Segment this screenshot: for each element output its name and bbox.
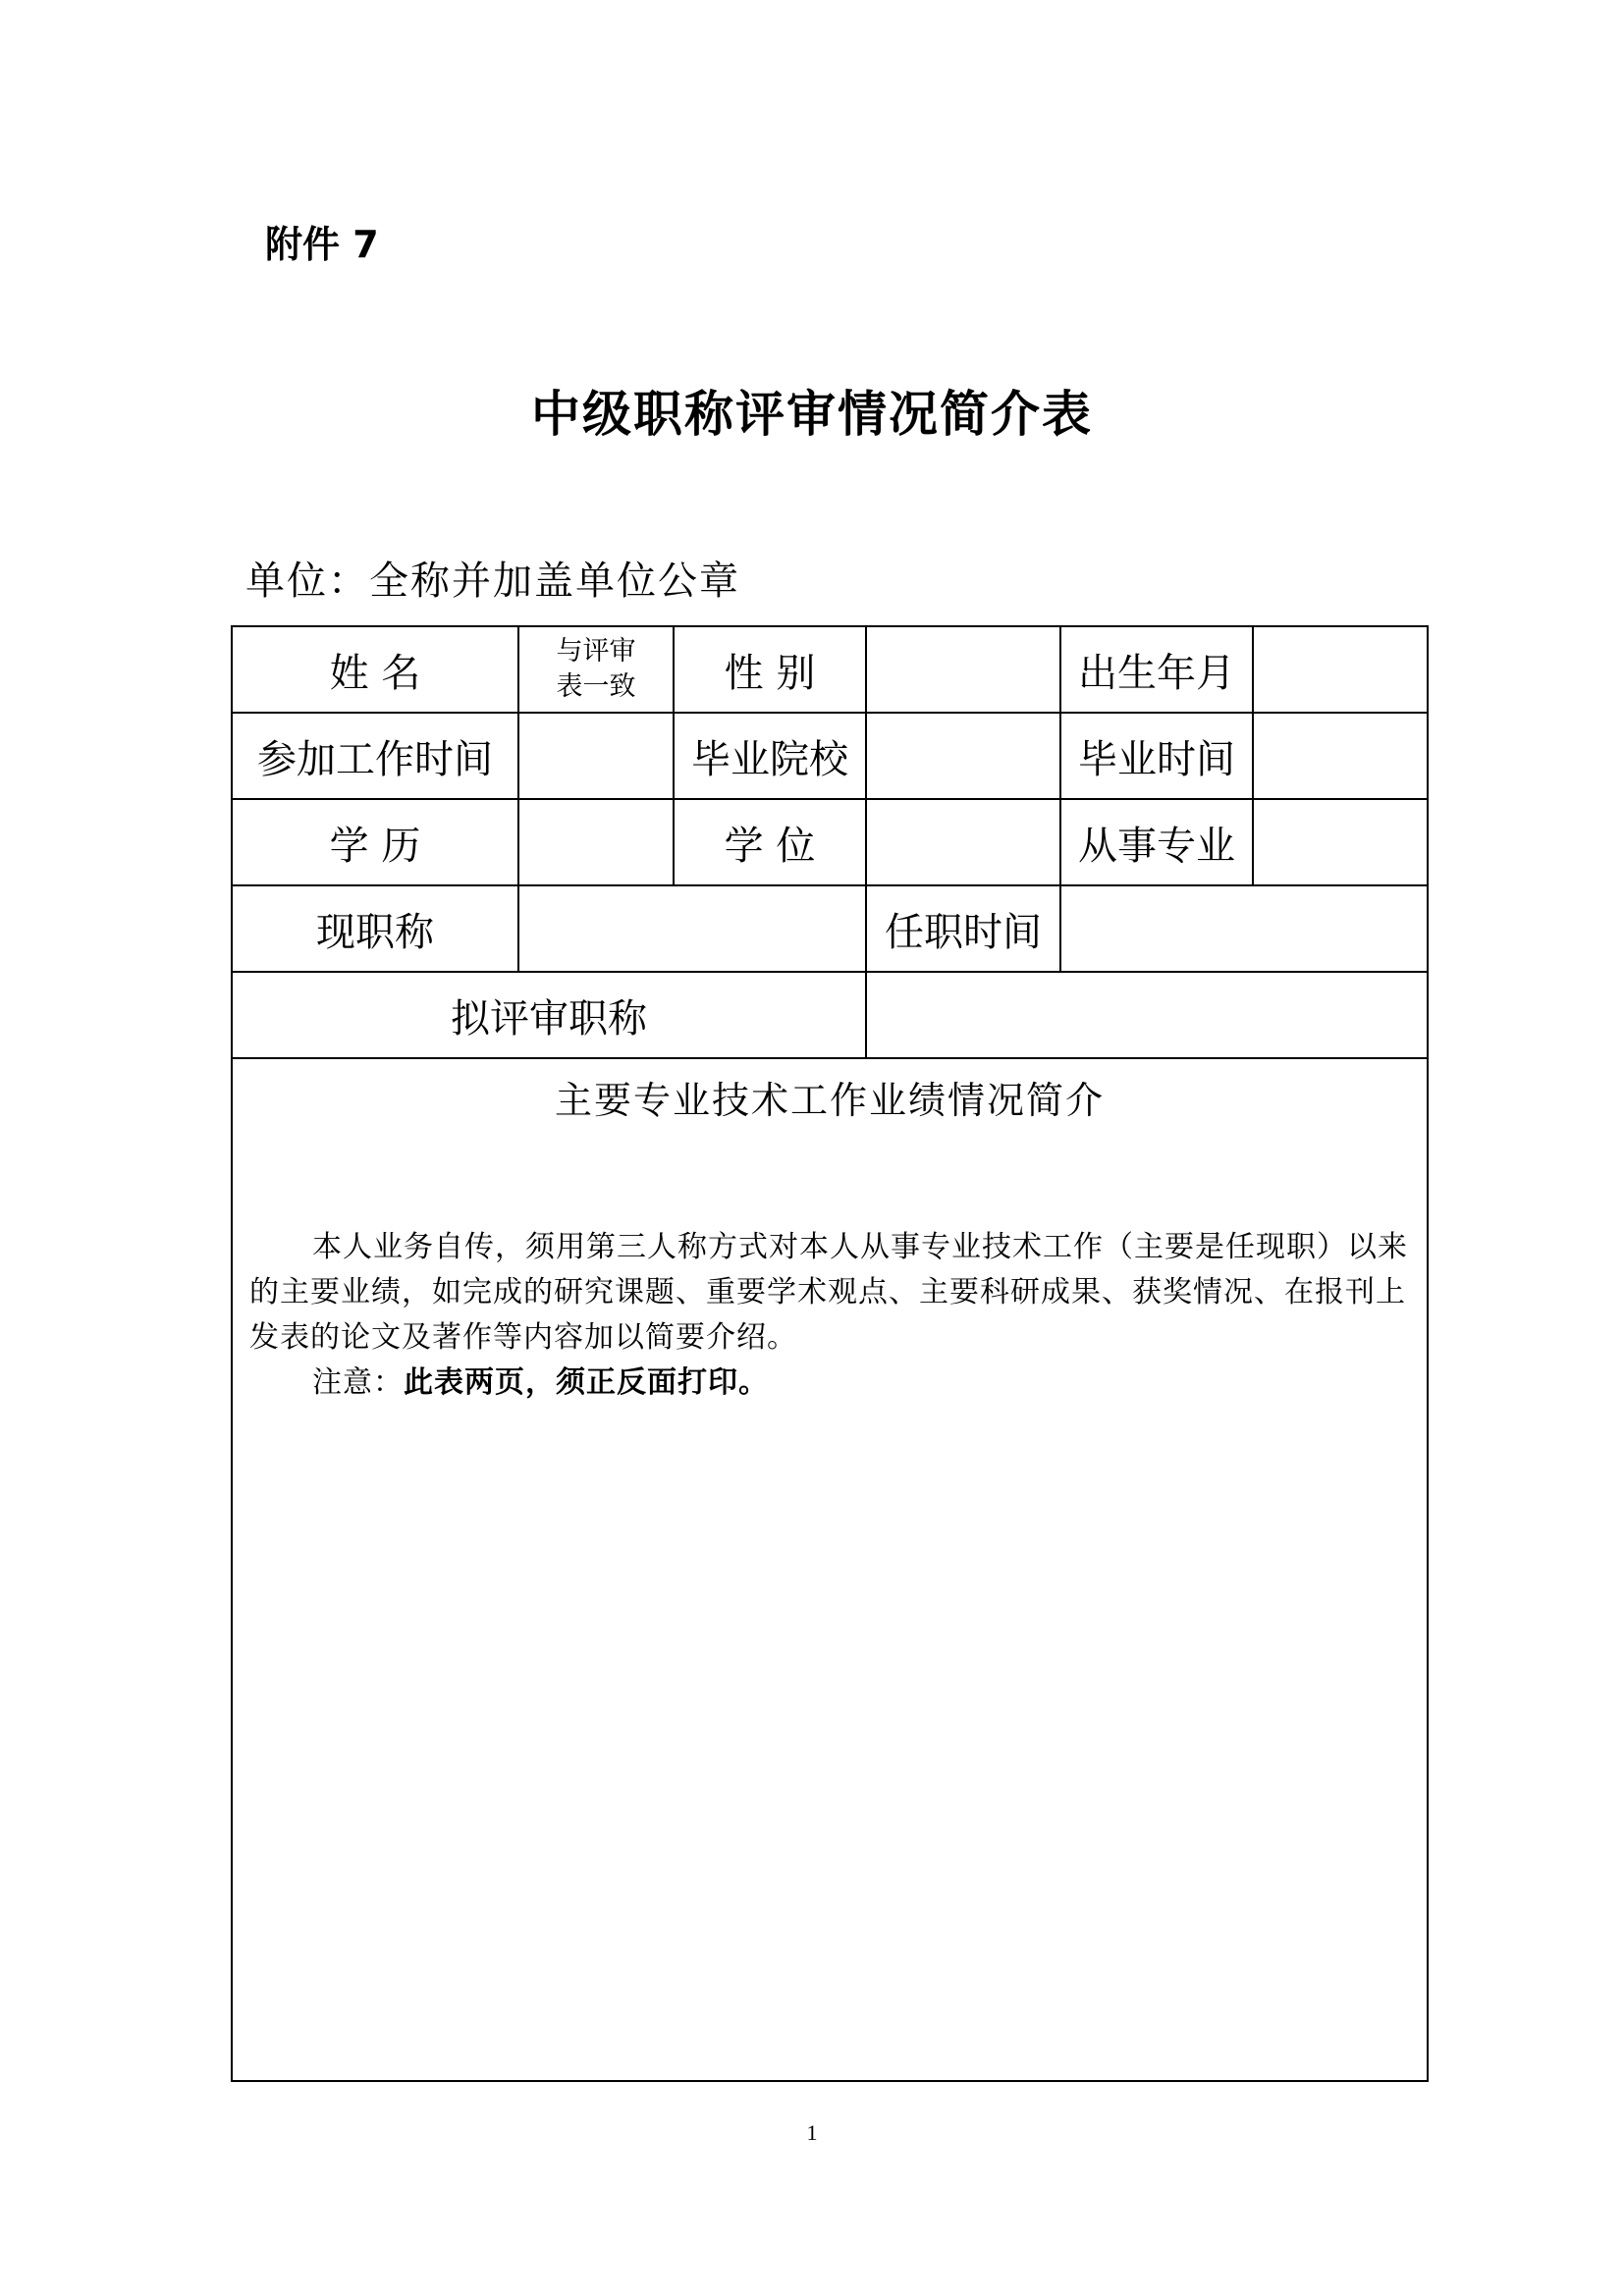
appoint-time-field[interactable] xyxy=(1060,885,1428,972)
major-label: 从事专业 xyxy=(1078,823,1235,869)
grad-time-field[interactable] xyxy=(1253,713,1428,799)
note-text: 此表两页，须正反面打印。 xyxy=(404,1365,769,1400)
note-label: 注意： xyxy=(312,1365,404,1400)
name-note-line1: 与评审 xyxy=(556,636,636,667)
name-label: 姓 名 xyxy=(329,650,421,696)
name-field[interactable] xyxy=(518,626,674,713)
birth-field[interactable] xyxy=(1253,626,1428,713)
attachment-label: 附件 7 xyxy=(265,223,379,266)
appoint-time-label: 任职时间 xyxy=(885,909,1042,955)
current-title-field[interactable] xyxy=(518,885,866,972)
school-label: 毕业院校 xyxy=(691,736,848,782)
page-title: 中级职称评审情况简介表 xyxy=(531,385,1093,443)
major-field[interactable] xyxy=(1253,799,1428,885)
degree-field[interactable] xyxy=(866,799,1060,885)
proposed-title-label: 拟评审职称 xyxy=(451,995,647,1041)
birth-label: 出生年月 xyxy=(1078,650,1235,696)
proposed-title-field[interactable] xyxy=(866,972,1428,1058)
name-note-line2: 表一致 xyxy=(556,671,636,702)
education-label: 学 历 xyxy=(329,823,421,869)
work-start-label: 参加工作时间 xyxy=(257,736,493,782)
summary-instructions: 本人业务自传，须用第三人称方式对本人从事专业技术工作（主要是任现职）以来的主要业绩，如完成的研究课题、重要学术观点、主要科研成果、获奖情况、在报刊上发表的论文及著作等内容加以简要介绍。 xyxy=(249,1230,1408,1355)
grad-time-label: 毕业时间 xyxy=(1078,736,1235,782)
education-field[interactable] xyxy=(518,799,674,885)
summary-note xyxy=(249,1361,1414,1406)
school-field[interactable] xyxy=(866,713,1060,799)
gender-field[interactable] xyxy=(866,626,1060,713)
unit-line: 单位：全称并加盖单位公章 xyxy=(245,559,740,604)
work-start-field[interactable] xyxy=(518,713,674,799)
summary-heading: 主要专业技术工作业绩情况简介 xyxy=(554,1079,1105,1122)
gender-label: 性 别 xyxy=(724,650,816,696)
page-number: 1 xyxy=(806,2120,818,2145)
current-title-label: 现职称 xyxy=(316,909,434,955)
degree-label: 学 位 xyxy=(724,823,816,869)
